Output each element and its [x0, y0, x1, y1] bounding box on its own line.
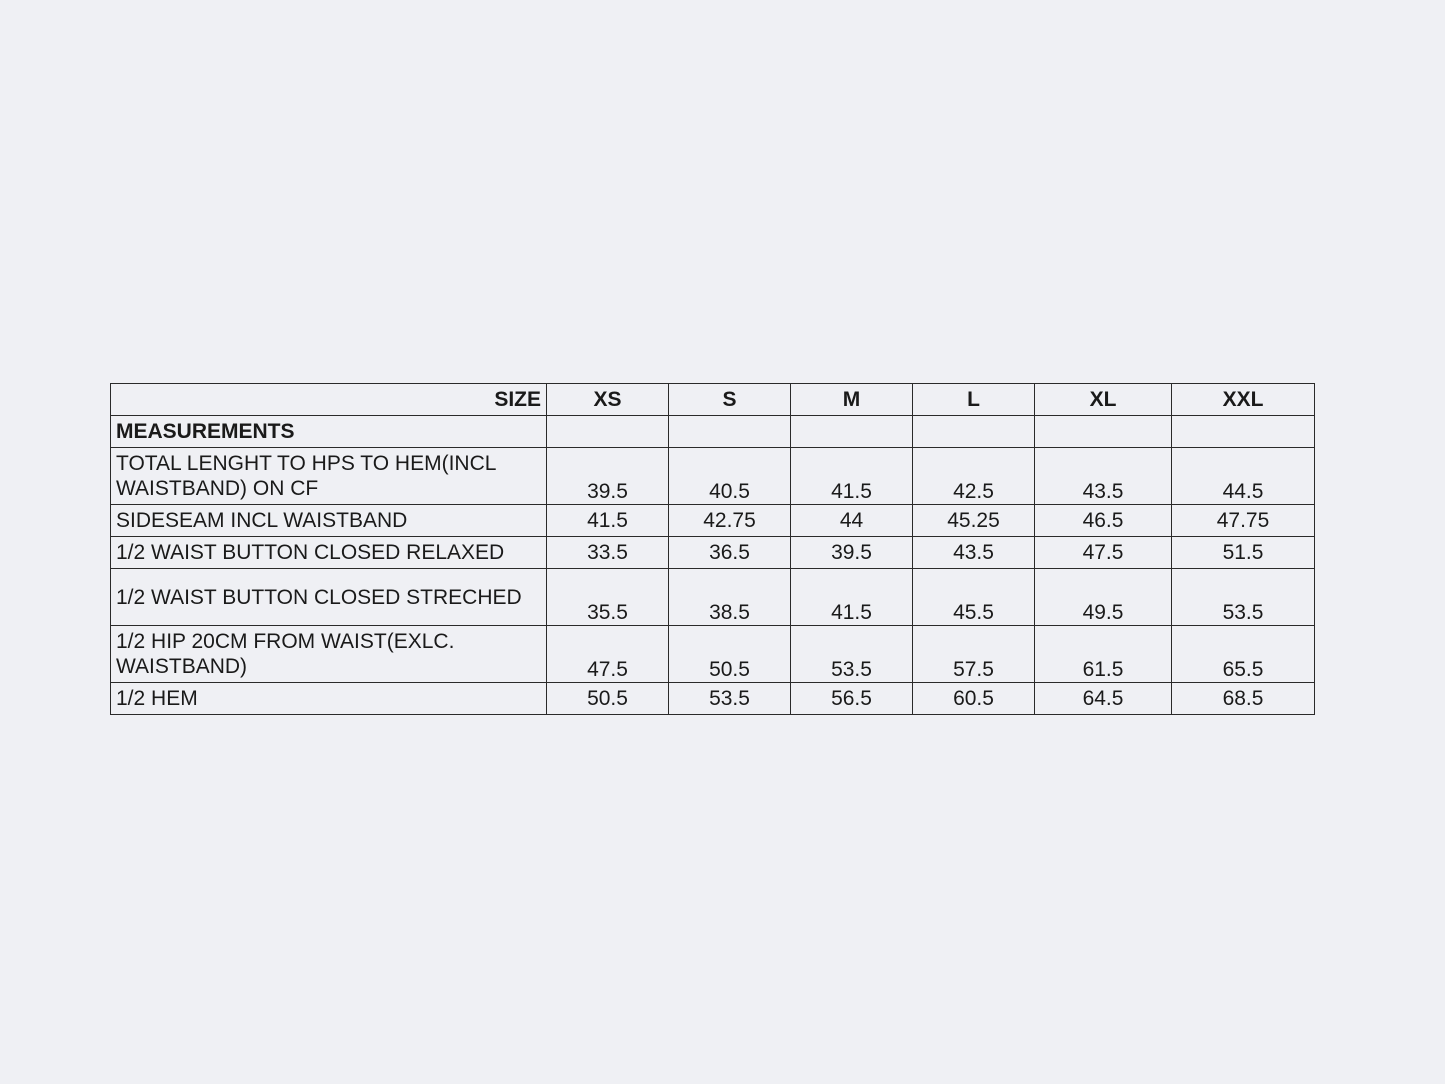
measurement-value: 64.5 — [1035, 683, 1172, 715]
table-row — [111, 683, 1315, 715]
measurement-value: 36.5 — [669, 537, 791, 569]
measurement-value: 56.5 — [791, 683, 913, 715]
measurement-name: 1/2 WAIST BUTTON CLOSED RELAXED — [111, 537, 547, 569]
size-label: SIZE — [111, 384, 547, 416]
size-column-header: L — [913, 384, 1035, 416]
measurement-value: 43.5 — [913, 537, 1035, 569]
measurement-name: 1/2 WAIST BUTTON CLOSED STRECHED — [111, 569, 547, 626]
empty-cell — [913, 416, 1035, 448]
measurement-value: 42.75 — [669, 505, 791, 537]
measurement-value: 68.5 — [1172, 683, 1315, 715]
measurement-value: 39.5 — [791, 537, 913, 569]
table-row — [111, 626, 1315, 683]
measurement-value: 47.75 — [1172, 505, 1315, 537]
measurement-name: 1/2 HEM — [111, 683, 547, 715]
size-chart-sheet — [110, 383, 1314, 715]
measurement-name: 1/2 HIP 20CM FROM WAIST(EXLC. WAISTBAND) — [111, 626, 547, 683]
measurement-value: 38.5 — [669, 569, 791, 626]
size-column-header: S — [669, 384, 791, 416]
measurement-value: 42.5 — [913, 448, 1035, 505]
measurement-value: 60.5 — [913, 683, 1035, 715]
measurements-section-row — [111, 416, 1315, 448]
measurement-value: 40.5 — [669, 448, 791, 505]
measurement-value: 33.5 — [547, 537, 669, 569]
empty-cell — [791, 416, 913, 448]
measurement-value: 41.5 — [791, 569, 913, 626]
measurement-value: 39.5 — [547, 448, 669, 505]
measurement-value: 44 — [791, 505, 913, 537]
measurement-value: 41.5 — [791, 448, 913, 505]
size-header-row — [111, 384, 1315, 416]
measurement-name: SIDESEAM INCL WAISTBAND — [111, 505, 547, 537]
measurement-value: 50.5 — [547, 683, 669, 715]
measurement-value: 41.5 — [547, 505, 669, 537]
measurement-value: 53.5 — [669, 683, 791, 715]
measurement-value: 44.5 — [1172, 448, 1315, 505]
measurement-value: 47.5 — [1035, 537, 1172, 569]
measurement-name: TOTAL LENGHT TO HPS TO HEM(INCL WAISTBAND) ON CF — [111, 448, 547, 505]
measurement-value: 61.5 — [1035, 626, 1172, 683]
measurement-value: 49.5 — [1035, 569, 1172, 626]
table-row — [111, 537, 1315, 569]
empty-cell — [1172, 416, 1315, 448]
size-column-header: M — [791, 384, 913, 416]
measurement-value: 45.5 — [913, 569, 1035, 626]
measurement-value: 47.5 — [547, 626, 669, 683]
measurement-value: 53.5 — [1172, 569, 1315, 626]
measurements-section-label: MEASUREMENTS — [111, 416, 547, 448]
measurement-value: 53.5 — [791, 626, 913, 683]
measurement-value: 35.5 — [547, 569, 669, 626]
table-row — [111, 569, 1315, 626]
measurement-value: 45.25 — [913, 505, 1035, 537]
measurement-value: 46.5 — [1035, 505, 1172, 537]
size-column-header: XS — [547, 384, 669, 416]
measurement-value: 57.5 — [913, 626, 1035, 683]
measurement-value: 43.5 — [1035, 448, 1172, 505]
size-chart-table — [110, 383, 1315, 715]
measurement-value: 65.5 — [1172, 626, 1315, 683]
empty-cell — [1035, 416, 1172, 448]
measurement-value: 51.5 — [1172, 537, 1315, 569]
measurement-value: 50.5 — [669, 626, 791, 683]
empty-cell — [669, 416, 791, 448]
table-row — [111, 448, 1315, 505]
size-column-header: XL — [1035, 384, 1172, 416]
table-row — [111, 505, 1315, 537]
size-column-header: XXL — [1172, 384, 1315, 416]
empty-cell — [547, 416, 669, 448]
